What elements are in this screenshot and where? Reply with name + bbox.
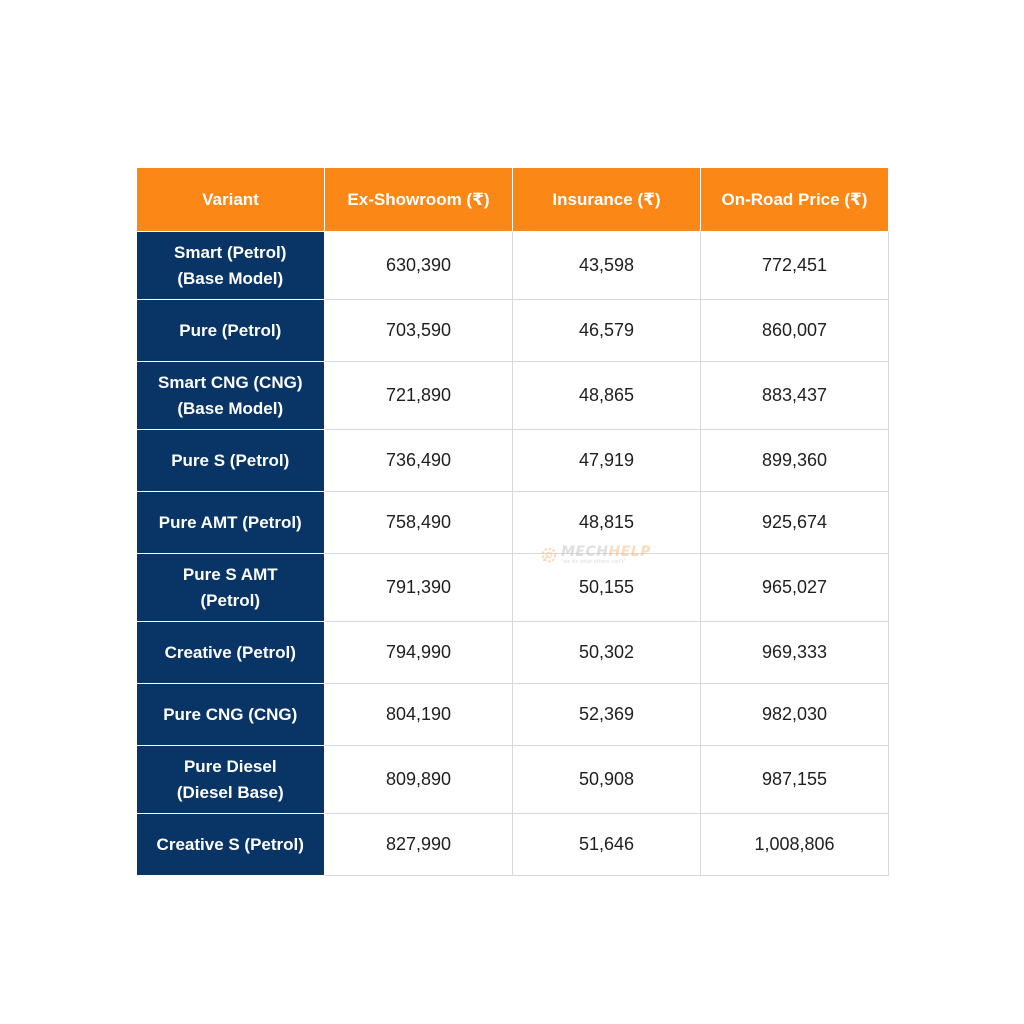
ex-showroom-cell: 703,590 xyxy=(325,300,513,362)
variant-name: Creative (Petrol) xyxy=(164,642,296,662)
on-road-price-cell: 772,451 xyxy=(701,232,889,300)
ex-showroom-cell: 630,390 xyxy=(325,232,513,300)
table-row xyxy=(137,746,889,814)
ex-showroom-cell: 736,490 xyxy=(325,430,513,492)
insurance-cell: 48,815 xyxy=(513,492,701,554)
variant-note: (Petrol) xyxy=(200,590,260,610)
variant-cell xyxy=(137,362,325,430)
watermark-tagline: "we fix what others can't" xyxy=(561,559,626,565)
variant-cell xyxy=(137,684,325,746)
table-row xyxy=(137,554,889,622)
variant-name: Pure (Petrol) xyxy=(179,320,282,340)
header-ex-showroom: Ex-Showroom (₹) xyxy=(325,168,513,232)
on-road-price-cell: 1,008,806 xyxy=(701,814,889,876)
ex-showroom-cell: 791,390 xyxy=(325,554,513,622)
header-variant: Variant xyxy=(137,168,325,232)
insurance-cell: 52,369 xyxy=(513,684,701,746)
variant-name: Smart CNG (CNG) xyxy=(157,372,303,392)
variant-cell xyxy=(137,232,325,300)
insurance-cell: 51,646 xyxy=(513,814,701,876)
variant-name: Creative S (Petrol) xyxy=(156,834,304,854)
variant-note: (Base Model) xyxy=(177,268,284,288)
variant-name: Pure S (Petrol) xyxy=(171,450,290,470)
on-road-price-cell: 965,027 xyxy=(701,554,889,622)
ex-showroom-cell: 758,490 xyxy=(325,492,513,554)
on-road-price-cell: 982,030 xyxy=(701,684,889,746)
table-header-row xyxy=(137,168,889,232)
header-insurance: Insurance (₹) xyxy=(513,168,701,232)
variant-cell xyxy=(137,814,325,876)
on-road-price-cell: 987,155 xyxy=(701,746,889,814)
variant-note: (Base Model) xyxy=(177,398,284,418)
insurance-cell: 50,155 xyxy=(513,554,701,622)
header-on-road-price: On-Road Price (₹) xyxy=(701,168,889,232)
table-row xyxy=(137,430,889,492)
variant-cell xyxy=(137,746,325,814)
insurance-cell: 50,302 xyxy=(513,622,701,684)
ex-showroom-cell: 794,990 xyxy=(325,622,513,684)
ex-showroom-cell: 804,190 xyxy=(325,684,513,746)
variant-cell xyxy=(137,430,325,492)
table-row xyxy=(137,492,889,554)
variant-name: Pure CNG (CNG) xyxy=(163,704,298,724)
variant-cell xyxy=(137,492,325,554)
watermark-brand-mech: MECH xyxy=(561,544,609,560)
table-row xyxy=(137,622,889,684)
variant-name: Smart (Petrol) xyxy=(174,242,287,262)
variant-name: Pure S AMT xyxy=(182,564,278,584)
table-row xyxy=(137,362,889,430)
variant-cell xyxy=(137,622,325,684)
variant-cell xyxy=(137,300,325,362)
on-road-price-cell: 969,333 xyxy=(701,622,889,684)
table-row xyxy=(137,684,889,746)
table-row xyxy=(137,300,889,362)
variant-name: Pure AMT (Petrol) xyxy=(158,512,302,532)
ex-showroom-cell: 809,890 xyxy=(325,746,513,814)
table-row xyxy=(137,814,889,876)
ex-showroom-cell: 721,890 xyxy=(325,362,513,430)
insurance-cell: 48,865 xyxy=(513,362,701,430)
on-road-price-cell: 925,674 xyxy=(701,492,889,554)
on-road-price-cell: 860,007 xyxy=(701,300,889,362)
insurance-cell: 46,579 xyxy=(513,300,701,362)
ex-showroom-cell: 827,990 xyxy=(325,814,513,876)
insurance-cell: 47,919 xyxy=(513,430,701,492)
price-table xyxy=(136,167,889,876)
on-road-price-cell: 883,437 xyxy=(701,362,889,430)
insurance-cell: 50,908 xyxy=(513,746,701,814)
variant-name: Pure Diesel xyxy=(183,756,277,776)
table-row xyxy=(137,232,889,300)
insurance-cell: 43,598 xyxy=(513,232,701,300)
variant-cell xyxy=(137,554,325,622)
on-road-price-cell: 899,360 xyxy=(701,430,889,492)
watermark-brand-help: HELP xyxy=(608,544,651,560)
variant-note: (Diesel Base) xyxy=(176,782,284,802)
